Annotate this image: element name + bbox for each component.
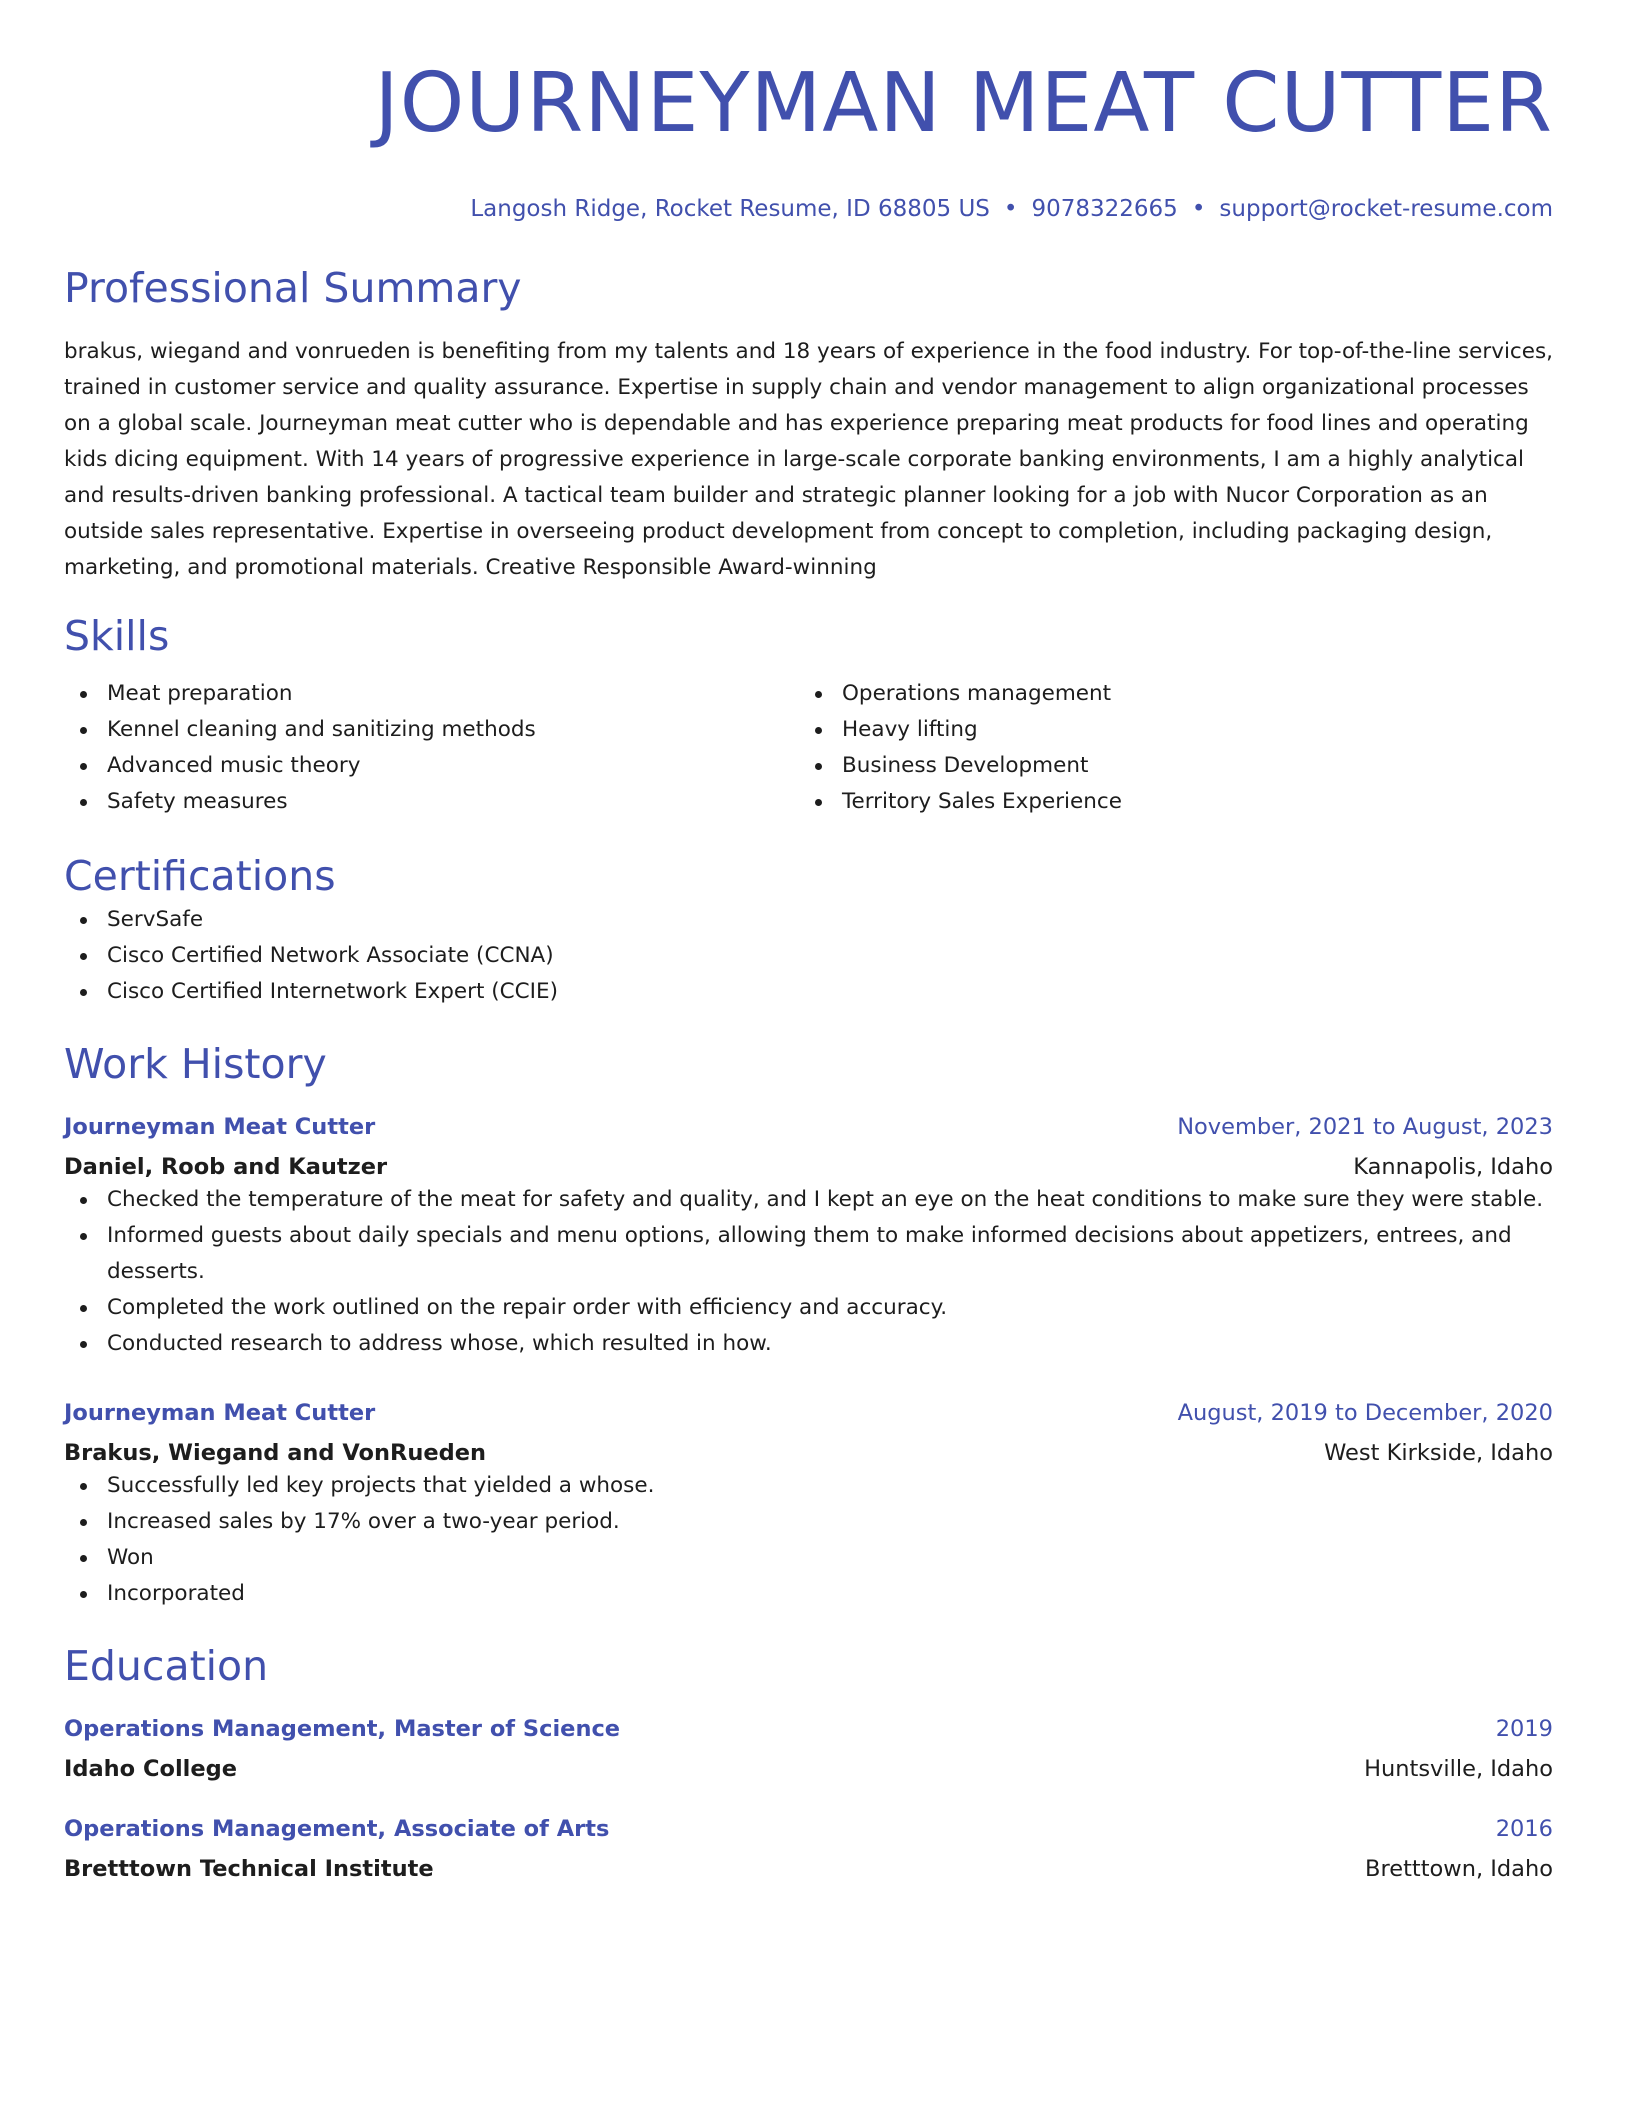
job-dates: November, 2021 to August, 2023 bbox=[1177, 1114, 1553, 1140]
education-entry bbox=[64, 1814, 1553, 1884]
work-entry bbox=[64, 1398, 1553, 1612]
school-location: Huntsville, Idaho bbox=[1364, 1756, 1553, 1782]
job-title: Journeyman Meat Cutter bbox=[64, 1400, 376, 1426]
skills-list bbox=[64, 676, 1553, 820]
job-dates: August, 2019 to December, 2020 bbox=[1177, 1400, 1553, 1426]
degree-row bbox=[64, 1714, 1553, 1744]
skills-column-left bbox=[64, 676, 799, 820]
degree-year: 2016 bbox=[1495, 1816, 1553, 1842]
skills-column-right bbox=[799, 676, 1534, 820]
skill-item: Safety measures bbox=[64, 784, 799, 820]
job-company-row bbox=[64, 1438, 1553, 1468]
resume-page bbox=[64, 0, 1553, 1884]
job-duty: Won bbox=[64, 1540, 1553, 1576]
skill-item: Business Development bbox=[799, 748, 1534, 784]
degree-year: 2019 bbox=[1495, 1716, 1553, 1742]
education-entry bbox=[64, 1714, 1553, 1784]
school-row bbox=[64, 1754, 1553, 1784]
contact-line bbox=[64, 194, 1553, 224]
skill-item: Kennel cleaning and sanitizing methods bbox=[64, 712, 799, 748]
contact-separator: • bbox=[1003, 196, 1018, 222]
certification-item: ServSafe bbox=[64, 902, 1553, 938]
skill-item: Territory Sales Experience bbox=[799, 784, 1534, 820]
skill-item: Heavy lifting bbox=[799, 712, 1534, 748]
contact-separator: • bbox=[1191, 196, 1206, 222]
contact-address: Langosh Ridge, Rocket Resume, ID 68805 US bbox=[470, 196, 990, 222]
job-duties-list bbox=[64, 1182, 1553, 1362]
certifications-list bbox=[64, 902, 1553, 1010]
summary-text: brakus, wiegand and vonrueden is benefiting from my talents and 18 years of experience in the food industry. For top-of-the-line services, trained in customer service and quality assurance. Expertise in supply chain and vendor management to align organizational processes on a global scale. Journeyman meat cutter who is dependable and has experience preparing meat products for food lines and operating kids dicing equipment. With 14 years of progressive experience in large-scale corporate banking environments, I am a highly analytical and results-driven banking professional. A tactical team builder and strategic planner looking for a job with Nucor Corporation as an outside sales representative. Expertise in overseeing product development from concept to completion, including packaging design, marketing, and promotional materials. Creative Responsible Award-winning bbox=[64, 339, 1554, 580]
degree-row bbox=[64, 1814, 1553, 1844]
school-location: Bretttown, Idaho bbox=[1365, 1856, 1553, 1882]
job-duty: Conducted research to address whose, which resulted in how. bbox=[64, 1326, 1553, 1362]
skills-heading: Skills bbox=[64, 612, 170, 660]
summary-heading: Professional Summary bbox=[64, 264, 522, 312]
job-location: West Kirkside, Idaho bbox=[1324, 1440, 1553, 1466]
job-duty: Increased sales by 17% over a two-year period. bbox=[64, 1504, 1553, 1540]
resume-header bbox=[64, 52, 1553, 224]
candidate-name: JOURNEYMAN MEAT CUTTER bbox=[374, 56, 1553, 151]
education-heading: Education bbox=[64, 1642, 269, 1690]
job-duty: Completed the work outlined on the repair order with efficiency and accuracy. bbox=[64, 1290, 1553, 1326]
job-company: Brakus, Wiegand and VonRueden bbox=[64, 1440, 487, 1466]
job-company-row bbox=[64, 1152, 1553, 1182]
job-duty: Successfully led key projects that yielded a whose. bbox=[64, 1468, 1553, 1504]
job-title: Journeyman Meat Cutter bbox=[64, 1114, 376, 1140]
contact-email[interactable]: support@rocket-resume.com bbox=[1219, 196, 1553, 222]
school-name: Idaho College bbox=[64, 1756, 237, 1782]
work-entry bbox=[64, 1112, 1553, 1362]
job-duty: Incorporated bbox=[64, 1576, 1553, 1612]
certification-item: Cisco Certified Network Associate (CCNA) bbox=[64, 938, 1553, 974]
job-title-row bbox=[64, 1112, 1553, 1142]
skill-item: Operations management bbox=[799, 676, 1534, 712]
work-history-heading: Work History bbox=[64, 1040, 327, 1088]
job-duty: Informed guests about daily specials and menu options, allowing them to make informed decisions about appetizers, entrees, and desserts. bbox=[64, 1218, 1553, 1290]
job-title-row bbox=[64, 1398, 1553, 1428]
job-duty: Checked the temperature of the meat for safety and quality, and I kept an eye on the heat conditions to make sure they were stable. bbox=[64, 1182, 1553, 1218]
certification-item: Cisco Certified Internetwork Expert (CCIE) bbox=[64, 974, 1553, 1010]
contact-phone: 9078322665 bbox=[1031, 196, 1178, 222]
school-row bbox=[64, 1854, 1553, 1884]
school-name: Bretttown Technical Institute bbox=[64, 1856, 434, 1882]
degree-title: Operations Management, Associate of Arts bbox=[64, 1816, 610, 1842]
certifications-heading: Certifications bbox=[64, 852, 336, 900]
degree-title: Operations Management, Master of Science bbox=[64, 1716, 621, 1742]
skill-item: Advanced music theory bbox=[64, 748, 799, 784]
job-duties-list bbox=[64, 1468, 1553, 1612]
job-location: Kannapolis, Idaho bbox=[1353, 1154, 1553, 1180]
skill-item: Meat preparation bbox=[64, 676, 799, 712]
job-company: Daniel, Roob and Kautzer bbox=[64, 1154, 388, 1180]
